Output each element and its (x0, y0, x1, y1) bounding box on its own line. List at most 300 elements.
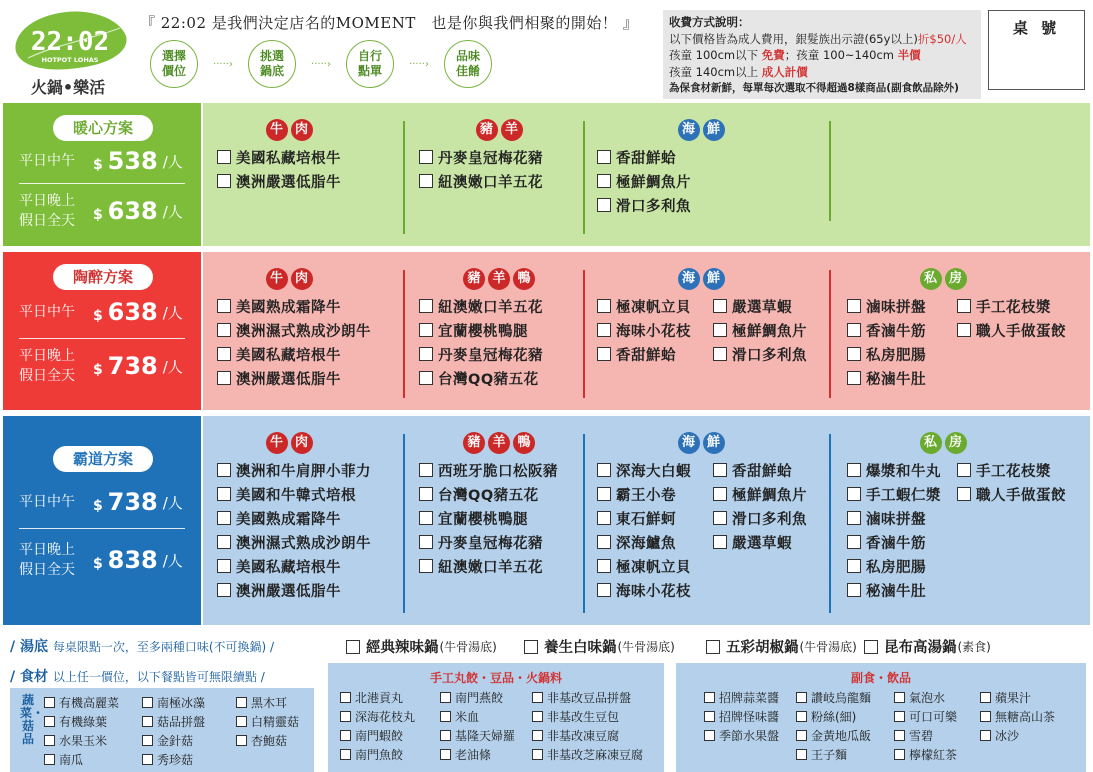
veg-item[interactable] (236, 713, 299, 730)
category-badge: 羊 (488, 432, 510, 454)
menu-item-label: 職人手做蛋餃 (976, 487, 1066, 504)
checkbox[interactable] (440, 711, 451, 722)
menu-item[interactable] (597, 458, 691, 482)
menu-item-label: 丹麥皇冠梅花豬 (438, 535, 543, 552)
veg-item-label: 水果玉米 (59, 734, 108, 748)
checkbox[interactable] (847, 347, 861, 361)
menu-item[interactable] (713, 342, 807, 366)
menu-item-label: 香甜鮮蛤 (616, 150, 676, 167)
menu-item[interactable] (419, 530, 558, 554)
soup-subtitle: 每桌限點一次，至多兩種口味(不可換鍋) / (52, 640, 275, 654)
category-items-2 (957, 458, 1066, 506)
plan-name: 暖心方案 (53, 115, 153, 141)
dumpling-item[interactable] (440, 689, 503, 706)
menu-item[interactable] (419, 506, 558, 530)
pricing-line2c: ；孩童 100~140cm (784, 48, 898, 62)
category-badge: 牛 (266, 119, 288, 141)
menu-item[interactable] (419, 318, 543, 342)
menu-item[interactable] (217, 145, 341, 169)
menu-item[interactable] (419, 294, 543, 318)
checkbox[interactable] (236, 697, 247, 708)
checkbox[interactable] (713, 323, 727, 337)
menu-item-label: 滷味拼盤 (866, 511, 926, 528)
order-step-text (456, 49, 480, 79)
soup-option[interactable] (864, 636, 991, 657)
checkbox[interactable] (217, 323, 231, 337)
category-badge: 肉 (291, 119, 313, 141)
side-item[interactable] (796, 727, 871, 744)
veg-item-label: 有機高麗菜 (59, 696, 120, 710)
checkbox[interactable] (597, 174, 611, 188)
dinner-label (19, 346, 91, 386)
dumpling-item[interactable] (340, 689, 403, 706)
category-items (597, 145, 691, 217)
menu-item[interactable] (597, 506, 691, 530)
checkbox[interactable] (713, 463, 727, 477)
checkbox[interactable] (236, 735, 247, 746)
side-item[interactable] (894, 689, 945, 706)
checkbox[interactable] (340, 730, 351, 741)
ingredients-subtitle: 以上任一價位，以下餐點皆可無限續點 / (52, 670, 265, 684)
lunch-label: 平日中午 (19, 153, 75, 169)
dinner-label (19, 540, 91, 580)
dumpling-item[interactable] (340, 708, 415, 725)
menu-item[interactable] (597, 554, 691, 578)
checkbox[interactable] (217, 559, 231, 573)
menu-item[interactable] (847, 458, 941, 482)
checkbox[interactable] (957, 299, 971, 313)
menu-item[interactable] (419, 169, 543, 193)
checkbox[interactable] (346, 640, 360, 654)
veg-item[interactable] (142, 713, 205, 730)
dumpling-item[interactable] (532, 727, 619, 744)
side-item-label: 招牌蒜菜醬 (719, 691, 780, 705)
order-step (248, 40, 296, 88)
checkbox[interactable] (713, 487, 727, 501)
checkbox[interactable] (704, 711, 715, 722)
menu-item-label: 霸王小卷 (616, 487, 676, 504)
dumpling-item-label: 非基改芝麻凍豆腐 (547, 748, 644, 762)
category-badges (678, 119, 725, 141)
checkbox[interactable] (217, 150, 231, 164)
category-items-2 (713, 458, 807, 554)
checkbox[interactable] (440, 692, 451, 703)
menu-item[interactable] (847, 366, 926, 390)
menu-item-label: 海味小花枝 (616, 583, 691, 600)
veg-item[interactable] (44, 732, 107, 749)
menu-item[interactable] (597, 294, 691, 318)
table-number-box[interactable] (988, 10, 1085, 90)
dumpling-item[interactable] (532, 689, 631, 706)
side-item-label: 金黃地瓜飯 (811, 729, 872, 743)
checkbox[interactable] (847, 511, 861, 525)
dinner-price-value: 738 (107, 352, 158, 380)
per-person: /人 (162, 303, 183, 322)
category-badge: 羊 (501, 119, 523, 141)
checkbox[interactable] (419, 323, 433, 337)
veg-item-label: 菇品拼盤 (157, 715, 206, 729)
category-badges (476, 119, 523, 141)
menu-item-label: 丹麥皇冠梅花豬 (438, 150, 543, 167)
checkbox[interactable] (597, 150, 611, 164)
side-item-label: 季節水果盤 (719, 729, 780, 743)
side-item[interactable] (980, 708, 1055, 725)
checkbox[interactable] (847, 559, 861, 573)
category-badges (463, 432, 535, 454)
arrow-right-icon: ·····› (311, 58, 331, 70)
menu-item[interactable] (217, 169, 341, 193)
menu-item[interactable] (597, 342, 691, 366)
checkbox[interactable] (217, 299, 231, 313)
checkbox[interactable] (217, 463, 231, 477)
side-item[interactable] (894, 708, 957, 725)
soup-section-title (10, 636, 274, 656)
checkbox[interactable] (847, 535, 861, 549)
checkbox[interactable] (217, 174, 231, 188)
checkbox[interactable] (532, 749, 543, 760)
lunch-price (93, 488, 158, 516)
menu-item[interactable] (713, 318, 807, 342)
menu-item[interactable] (957, 318, 1066, 342)
veg-item[interactable] (44, 713, 107, 730)
checkbox[interactable] (894, 692, 905, 703)
menu-item[interactable] (597, 530, 691, 554)
checkbox[interactable] (847, 299, 861, 313)
menu-item[interactable] (713, 294, 807, 318)
checkbox[interactable] (217, 347, 231, 361)
side-item[interactable] (980, 727, 1019, 744)
veg-item[interactable] (142, 732, 193, 749)
veg-item-label: 南極冰藻 (157, 696, 206, 710)
menu-item[interactable] (217, 342, 371, 366)
dinner-price (93, 352, 158, 380)
category-badge: 鮮 (703, 119, 725, 141)
veg-item[interactable] (142, 694, 205, 711)
checkbox[interactable] (847, 463, 861, 477)
category-badges (266, 268, 313, 290)
side-item[interactable] (796, 746, 847, 763)
side-item[interactable] (796, 708, 856, 725)
menu-item[interactable] (217, 482, 371, 506)
soup-name: 養生白味鍋 (544, 640, 617, 656)
menu-item[interactable] (713, 506, 807, 530)
menu-item[interactable] (847, 342, 926, 366)
dinner-label-1: 平日晚上 (19, 542, 75, 558)
category-badge: 海 (678, 268, 700, 290)
menu-item[interactable] (217, 294, 371, 318)
lunch-price (93, 298, 158, 326)
menu-item[interactable] (847, 506, 941, 530)
dumpling-item[interactable] (440, 727, 515, 744)
checkbox[interactable] (44, 716, 55, 727)
checkbox[interactable] (419, 559, 433, 573)
checkbox[interactable] (894, 749, 905, 760)
checkbox[interactable] (44, 697, 55, 708)
checkbox[interactable] (713, 347, 727, 361)
menu-item-label: 紐澳嫩口羊五花 (438, 299, 543, 316)
menu-item[interactable] (419, 145, 543, 169)
menu-item-label: 極鮮鯛魚片 (732, 487, 807, 504)
menu-item-label: 台灣QQ豬五花 (438, 487, 539, 504)
dinner-label-1: 平日晚上 (19, 348, 75, 364)
plan-price-panel (3, 103, 201, 246)
checkbox[interactable] (217, 371, 231, 385)
lunch-label: 平日中午 (19, 304, 75, 320)
side-item[interactable] (796, 689, 871, 706)
checkbox[interactable] (894, 711, 905, 722)
order-step-text (260, 49, 284, 79)
lunch-label: 平日中午 (19, 494, 75, 510)
checkbox[interactable] (980, 692, 991, 703)
checkbox[interactable] (440, 749, 451, 760)
column-divider (829, 434, 831, 613)
menu-item-label: 美國和牛韓式培根 (236, 487, 356, 504)
plan-price-panel (3, 252, 201, 410)
menu-item[interactable] (419, 458, 558, 482)
side-item[interactable] (894, 746, 957, 763)
table-number-label: 桌 號 (1012, 19, 1061, 37)
checkbox[interactable] (340, 692, 351, 703)
checkbox[interactable] (894, 730, 905, 741)
checkbox[interactable] (713, 535, 727, 549)
dumpling-item-label: 南門燕餃 (455, 691, 504, 705)
column-divider (583, 434, 585, 613)
menu-item[interactable] (597, 193, 691, 217)
checkbox[interactable] (340, 711, 351, 722)
checkbox[interactable] (419, 371, 433, 385)
menu-item[interactable] (419, 554, 558, 578)
menu-item-label: 極凍帆立貝 (616, 299, 691, 316)
checkbox[interactable] (713, 299, 727, 313)
dumpling-item[interactable] (340, 727, 403, 744)
dumpling-item-label: 米血 (455, 710, 480, 724)
checkbox[interactable] (980, 730, 991, 741)
menu-item[interactable] (217, 318, 371, 342)
menu-item-label: 極鮮鯛魚片 (732, 323, 807, 340)
checkbox[interactable] (980, 711, 991, 722)
checkbox[interactable] (864, 640, 878, 654)
column-divider (583, 121, 585, 234)
checkbox[interactable] (142, 754, 153, 765)
checkbox[interactable] (597, 487, 611, 501)
checkbox[interactable] (597, 535, 611, 549)
soup-option[interactable] (706, 636, 857, 657)
checkbox[interactable] (419, 535, 433, 549)
checkbox[interactable] (597, 583, 611, 597)
menu-item[interactable] (217, 366, 371, 390)
checkbox[interactable] (419, 150, 433, 164)
menu-item[interactable] (217, 554, 371, 578)
veg-item[interactable] (236, 732, 287, 749)
checkbox[interactable] (44, 735, 55, 746)
checkbox[interactable] (847, 323, 861, 337)
menu-item[interactable] (217, 458, 371, 482)
checkbox[interactable] (440, 730, 451, 741)
veg-box (10, 688, 314, 772)
menu-item[interactable] (597, 578, 691, 602)
side-item-label: 粉絲(細) (811, 710, 857, 724)
dollar-sign: $ (93, 556, 103, 572)
veg-item-label: 有機綠葉 (59, 715, 108, 729)
menu-item[interactable] (419, 482, 558, 506)
dumpling-item[interactable] (440, 708, 479, 725)
checkbox[interactable] (217, 583, 231, 597)
checkbox[interactable] (419, 174, 433, 188)
menu-item-label: 滑口多利魚 (732, 347, 807, 364)
checkbox[interactable] (713, 511, 727, 525)
logo-time: 22:02 (30, 27, 110, 57)
checkbox[interactable] (419, 487, 433, 501)
soup-note: (牛骨湯底) (439, 640, 497, 654)
column-divider (583, 270, 585, 398)
veg-item[interactable] (44, 694, 119, 711)
plan-dinner-row (19, 191, 185, 231)
menu-item[interactable] (713, 482, 807, 506)
menu-item[interactable] (597, 482, 691, 506)
checkbox[interactable] (597, 511, 611, 525)
pricing-line4: 為保食材新鮮，每單每次選取不得超過8樣商品(副食飲品除外) (669, 82, 959, 94)
side-item[interactable] (894, 727, 933, 744)
dumpling-title: 手工丸餃・豆品・火鍋料 (429, 671, 562, 685)
checkbox[interactable] (597, 299, 611, 313)
checkbox[interactable] (217, 487, 231, 501)
order-steps (150, 40, 492, 88)
menu-item[interactable] (957, 482, 1066, 506)
checkbox[interactable] (796, 692, 807, 703)
soup-option[interactable] (524, 636, 675, 657)
dumpling-item[interactable] (340, 746, 403, 763)
checkbox[interactable] (532, 692, 543, 703)
checkbox[interactable] (236, 716, 247, 727)
menu-item[interactable] (847, 318, 926, 342)
order-step-line: 價位 (161, 64, 186, 78)
checkbox[interactable] (419, 347, 433, 361)
menu-item[interactable] (597, 145, 691, 169)
menu-item[interactable] (597, 318, 691, 342)
order-step-text (162, 49, 186, 79)
menu-item[interactable] (847, 482, 941, 506)
side-item[interactable] (704, 708, 779, 725)
menu-item[interactable] (597, 169, 691, 193)
menu-item[interactable] (957, 294, 1066, 318)
menu-item[interactable] (847, 294, 926, 318)
veg-label: 蔬菜・菇品 (20, 693, 45, 746)
side-item[interactable] (704, 727, 779, 744)
checkbox[interactable] (704, 730, 715, 741)
menu-item-label: 秘滷牛肚 (866, 371, 926, 388)
menu-item[interactable] (847, 530, 941, 554)
dumpling-item[interactable] (532, 746, 643, 763)
checkbox[interactable] (524, 640, 538, 654)
checkbox[interactable] (796, 749, 807, 760)
checkbox[interactable] (597, 323, 611, 337)
checkbox[interactable] (847, 371, 861, 385)
checkbox[interactable] (142, 735, 153, 746)
menu-item-label: 香甜鮮蛤 (732, 463, 792, 480)
checkbox[interactable] (597, 198, 611, 212)
checkbox[interactable] (847, 487, 861, 501)
checkbox[interactable] (419, 511, 433, 525)
plan-dinner-row (19, 540, 185, 580)
menu-item[interactable] (419, 366, 543, 390)
dumpling-item-label: 非基改豆品拼盤 (547, 691, 632, 705)
checkbox[interactable] (847, 583, 861, 597)
menu-item[interactable] (217, 578, 371, 602)
veg-item[interactable] (44, 751, 83, 768)
menu-item-label: 嚴選草蝦 (732, 535, 792, 552)
checkbox[interactable] (704, 692, 715, 703)
checkbox[interactable] (597, 347, 611, 361)
checkbox[interactable] (796, 730, 807, 741)
category-items-2 (957, 294, 1066, 342)
category-badges (678, 268, 725, 290)
checkbox[interactable] (44, 754, 55, 765)
dumpling-item-label: 非基改生豆包 (547, 710, 620, 724)
checkbox[interactable] (957, 487, 971, 501)
logo (8, 6, 130, 100)
checkbox[interactable] (217, 511, 231, 525)
menu-item[interactable] (847, 554, 941, 578)
side-item[interactable] (980, 689, 1031, 706)
menu-item-label: 紐澳嫩口羊五花 (438, 559, 543, 576)
plan-1 (3, 103, 1090, 246)
checkbox[interactable] (532, 711, 543, 722)
side-item[interactable] (704, 689, 779, 706)
menu-item[interactable] (217, 530, 371, 554)
checkbox[interactable] (340, 749, 351, 760)
side-item-label: 氣泡水 (909, 691, 946, 705)
pricing-line3a: 孩童 140cm以上 (669, 64, 762, 79)
checkbox[interactable] (597, 559, 611, 573)
menu-item[interactable] (847, 578, 941, 602)
pricing-title: 收費方式說明： (669, 15, 750, 29)
menu-item-label: 澳洲嚴選低脂牛 (236, 371, 341, 388)
checkbox[interactable] (419, 463, 433, 477)
veg-item[interactable] (142, 751, 193, 768)
menu-item[interactable] (957, 458, 1066, 482)
veg-item[interactable] (236, 694, 287, 711)
order-step-line: 佳餚 (455, 64, 480, 78)
menu-item[interactable] (419, 342, 543, 366)
dollar-sign: $ (93, 207, 103, 223)
checkbox[interactable] (957, 463, 971, 477)
category-items (419, 458, 558, 578)
menu-item[interactable] (217, 506, 371, 530)
soup-option[interactable] (346, 636, 497, 657)
checkbox[interactable] (142, 716, 153, 727)
category-badge: 肉 (291, 432, 313, 454)
dinner-label-1: 平日晚上 (19, 193, 75, 209)
checkbox[interactable] (217, 535, 231, 549)
dumpling-item[interactable] (440, 746, 491, 763)
checkbox[interactable] (419, 299, 433, 313)
checkbox[interactable] (957, 323, 971, 337)
order-step (150, 40, 198, 88)
checkbox[interactable] (142, 697, 153, 708)
dollar-sign: $ (93, 308, 103, 324)
checkbox[interactable] (706, 640, 720, 654)
checkbox[interactable] (532, 730, 543, 741)
menu-item[interactable] (713, 458, 807, 482)
category-badge: 豬 (476, 119, 498, 141)
category-badge: 房 (945, 432, 967, 454)
checkbox[interactable] (597, 463, 611, 477)
menu-item-label: 宜蘭櫻桃鴨腿 (438, 511, 528, 528)
menu-item-label: 滑口多利魚 (616, 198, 691, 215)
dumpling-item[interactable] (532, 708, 619, 725)
menu-item[interactable] (713, 530, 807, 554)
checkbox[interactable] (796, 711, 807, 722)
